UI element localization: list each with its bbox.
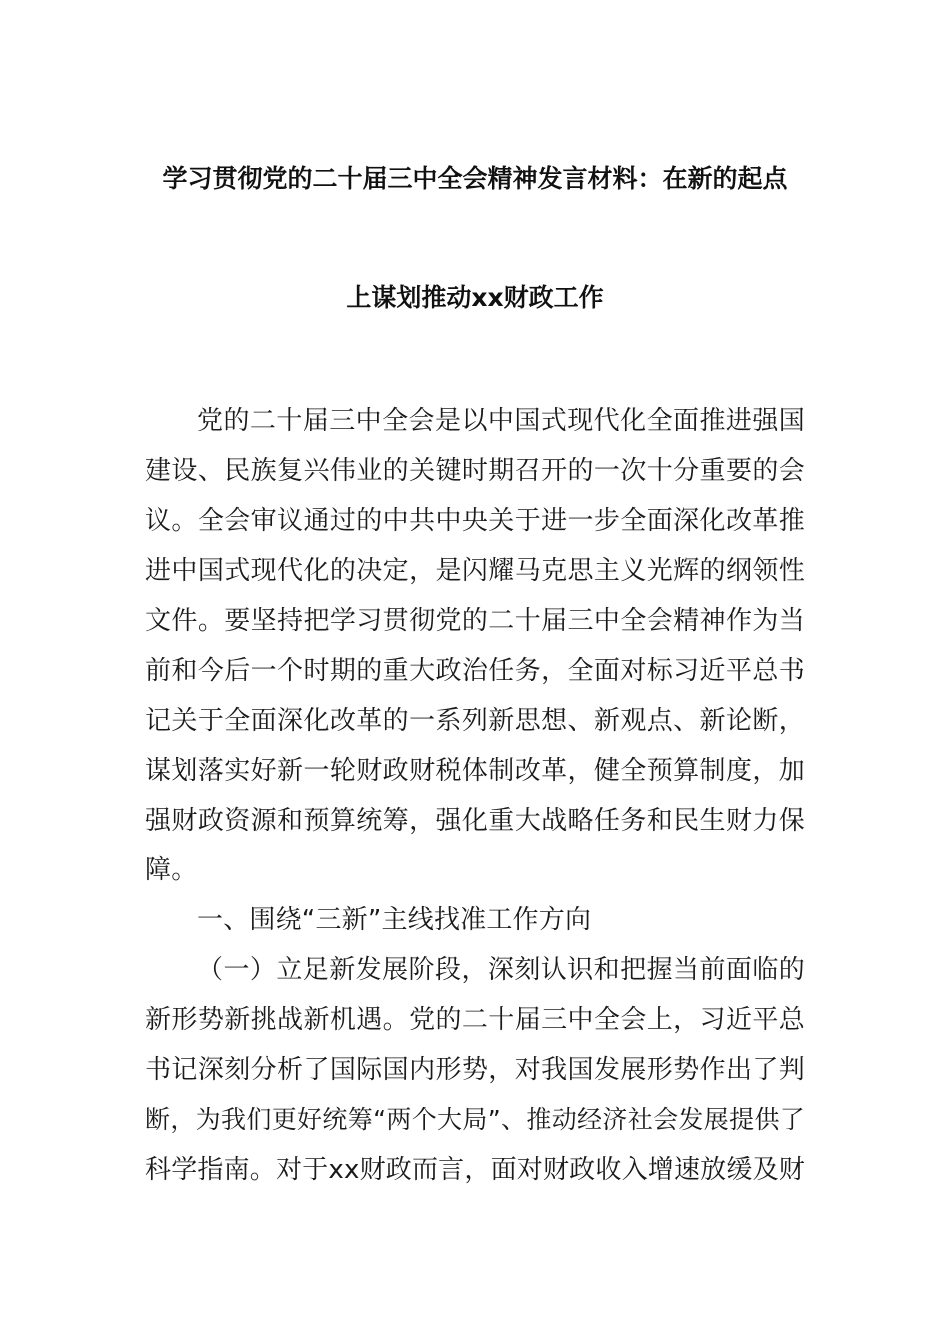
paragraph-line: 记关于全面深化改革的一系列新思想、新观点、新论断， (145, 706, 805, 736)
paragraph-line: 科学指南。对于xx财政而言，面对财政收入增速放缓及财 (145, 1155, 805, 1185)
paragraph-line: 障。 (145, 855, 198, 885)
paragraph-line: 进中国式现代化的决定，是闪耀马克思主义光辉的纲领性 (145, 556, 805, 586)
paragraph-line: 谋划落实好新一轮财政财税体制改革，健全预算制度，加 (145, 756, 805, 786)
document-title-line-1: 学习贯彻党的二十届三中全会精神发言材料：在新的起点 (162, 164, 788, 193)
section-heading: 一、围绕“三新”主线找准工作方向 (197, 905, 592, 935)
paragraph-line: （一）立足新发展阶段，深刻认识和把握当前面临的 (197, 955, 805, 985)
document-title-line-2: 上谋划推动xx财政工作 (346, 283, 604, 312)
paragraph-line: 新形势新挑战新机遇。党的二十届三中全会上，习近平总 (145, 1005, 805, 1035)
paragraph-line: 建设、民族复兴伟业的关键时期召开的一次十分重要的会 (145, 456, 805, 486)
paragraph-line: 党的二十届三中全会是以中国式现代化全面推进强国 (197, 406, 805, 436)
paragraph-line: 书记深刻分析了国际国内形势，对我国发展形势作出了判 (145, 1055, 805, 1085)
paragraph-line: 文件。要坚持把学习贯彻党的二十届三中全会精神作为当 (145, 606, 805, 636)
paragraph-line: 断，为我们更好统筹“两个大局”、推动经济社会发展提供了 (145, 1105, 805, 1134)
paragraph-line: 强财政资源和预算统筹，强化重大战略任务和民生财力保 (145, 806, 805, 836)
paragraph-line: 议。全会审议通过的中共中央关于进一步全面深化改革推 (145, 506, 805, 536)
paragraph-line: 前和今后一个时期的重大政治任务，全面对标习近平总书 (145, 656, 805, 686)
